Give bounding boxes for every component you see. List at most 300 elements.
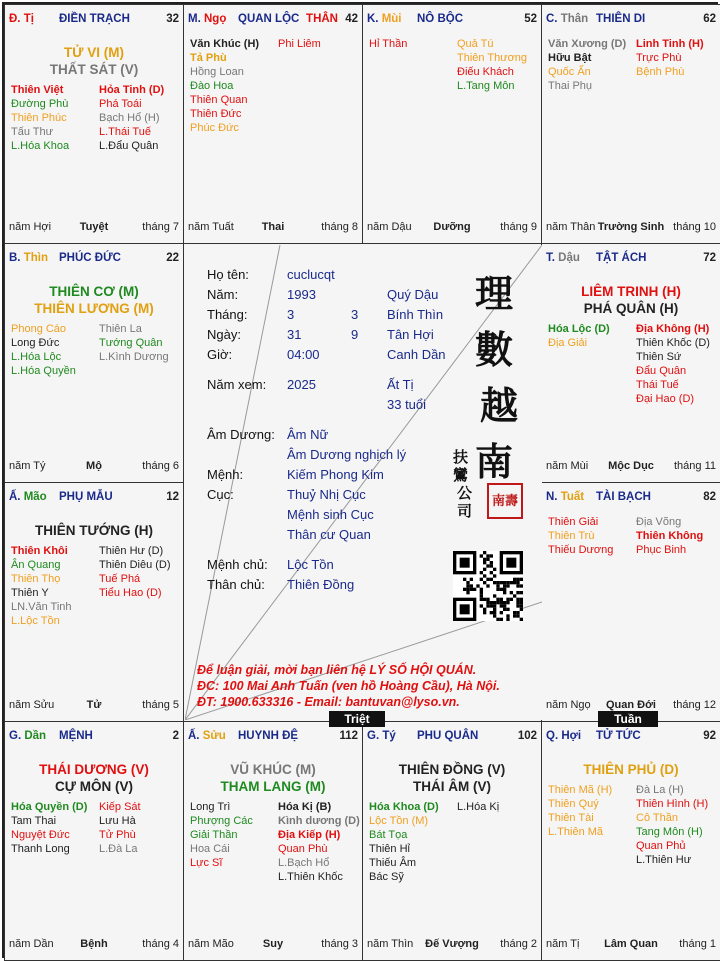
palace-month: tháng 11	[673, 460, 716, 472]
major-star: THIÊN CƠ (M)	[49, 284, 139, 299]
minor-star: Thiên Khốc (D)	[636, 337, 710, 349]
earthly-branch: Tị	[23, 13, 34, 25]
minor-star: Giải Thần	[190, 829, 238, 841]
palace-tai-bach[interactable]	[541, 482, 720, 722]
info-canchi: Quý Dậu	[387, 287, 439, 302]
minor-star: L.Hóa Lộc	[11, 351, 62, 363]
minor-star: L.Thiên Hư	[636, 854, 692, 866]
info-value: 1993	[287, 287, 316, 302]
than-chu-value: Thiên Đồng	[287, 577, 355, 592]
minor-stars-right	[99, 544, 171, 600]
info-label: Năm:	[207, 287, 239, 302]
palace-age-number: 112	[339, 730, 358, 742]
palace-header	[9, 730, 179, 746]
palace-name: PHỤ MẪU	[59, 491, 113, 503]
minor-star: Quan Phủ	[636, 840, 686, 852]
minor-star: Thiên Hình (H)	[636, 798, 709, 810]
minor-star: Thái Tuế	[636, 379, 679, 391]
palace-header	[546, 491, 716, 507]
minor-star: Tấu Thư	[11, 126, 54, 138]
cuc-label: Cục:	[207, 487, 234, 502]
palace-footer	[188, 938, 358, 952]
palace-name: TÀI BẠCH	[596, 491, 651, 503]
life-stage: Mộ	[86, 460, 102, 472]
palace-footer	[9, 460, 179, 474]
info-lunar-value: 9	[351, 327, 359, 342]
palace-phu-quan[interactable]	[362, 721, 542, 961]
minor-stars-right	[636, 322, 710, 406]
minor-star: L.Hóa Quyền	[11, 365, 76, 377]
palace-month: tháng 2	[500, 938, 537, 950]
earthly-branch: Tuất	[560, 491, 585, 503]
palace-phu-mau[interactable]	[4, 482, 184, 722]
palace-age-number: 52	[524, 13, 537, 25]
minor-stars-right	[457, 800, 499, 814]
palace-month: tháng 9	[500, 221, 537, 233]
minor-star: L.Tang Môn	[457, 80, 515, 92]
life-stage: Đế Vượng	[425, 938, 479, 950]
heavenly-stem: Ấ.	[188, 730, 200, 742]
minor-star: Đại Hao (D)	[636, 393, 695, 405]
palace-month: tháng 6	[142, 460, 179, 472]
life-stage: Dưỡng	[433, 221, 471, 233]
info-value: 04:00	[287, 347, 320, 362]
minor-star: Điếu Khách	[457, 66, 514, 78]
palace-footer	[9, 699, 179, 713]
palace-year: năm Thìn	[367, 938, 414, 950]
minor-star: Hóa Khoa (D)	[369, 801, 439, 813]
calligraphy-char: 南	[475, 439, 514, 484]
palace-thien-di[interactable]	[541, 4, 720, 244]
palace-year: năm Dậu	[367, 221, 412, 233]
menh-value: Kiếm Phong Kim	[287, 467, 384, 482]
minor-star: Hỉ Thần	[369, 38, 408, 50]
minor-star: Phong Cáo	[11, 323, 67, 335]
minor-star: Thiên Tài	[548, 812, 594, 824]
palace-header	[546, 13, 716, 29]
palace-footer	[188, 221, 358, 235]
palace-footer	[546, 221, 716, 235]
palace-menh[interactable]	[4, 721, 184, 961]
major-star: THIÊN ĐỒNG (V)	[398, 762, 506, 777]
minor-stars-right	[636, 515, 703, 557]
info-label: Giờ:	[207, 347, 233, 362]
info-value: 31	[287, 327, 302, 342]
minor-star: Thiên Việt	[11, 84, 64, 96]
palace-month: tháng 12	[673, 699, 716, 711]
minor-star: Phúc Đức	[190, 122, 239, 134]
heavenly-stem: B.	[9, 252, 21, 264]
palace-phuc-duc[interactable]	[4, 243, 184, 483]
minor-stars-right	[278, 37, 321, 51]
age-value: 33 tuổi	[387, 397, 427, 412]
earthly-branch: Thân	[560, 13, 589, 25]
am-duong-value: Âm Nữ	[287, 427, 329, 442]
palace-month: tháng 7	[142, 221, 179, 233]
palace-year: năm Tuất	[188, 221, 234, 233]
palace-year: năm Hợi	[9, 221, 52, 233]
info-canchi: Ất Tị	[387, 377, 414, 392]
palace-no-boc[interactable]	[362, 4, 542, 244]
minor-star: Thiên Quan	[190, 94, 248, 106]
palace-year: năm Sửu	[9, 699, 55, 711]
than-position: Thân cư Quan	[287, 527, 371, 542]
palace-age-number: 32	[166, 13, 179, 25]
palace-header	[546, 252, 716, 268]
palace-name: MỆNH	[59, 730, 93, 742]
minor-star: Phi Liêm	[278, 38, 321, 50]
heavenly-stem: C.	[546, 13, 558, 25]
minor-star: Cô Thần	[636, 812, 678, 824]
triet-marker: Triệt	[329, 711, 385, 727]
cuc-value: Thuỷ Nhị Cục	[287, 487, 366, 502]
minor-star: Thiên Quý	[548, 798, 599, 810]
am-duong-note: Âm Dương nghịch lý	[287, 447, 407, 462]
small-calligraphy-char: 公	[457, 484, 473, 502]
palace-month: tháng 8	[321, 221, 358, 233]
minor-star: Văn Xương (D)	[548, 38, 627, 50]
minor-stars-left	[369, 37, 407, 51]
minor-stars-left	[11, 544, 72, 628]
minor-star: L.Lộc Tồn	[11, 615, 60, 627]
am-duong-label: Âm Dương:	[207, 427, 275, 442]
minor-stars-left	[369, 800, 439, 884]
major-star: TỬ VI (M)	[64, 45, 124, 60]
info-label: Ngày:	[207, 327, 241, 342]
life-stage: Quan Đới	[606, 699, 656, 711]
minor-star: Tang Môn (H)	[636, 826, 703, 838]
minor-star: Bác Sỹ	[369, 871, 404, 883]
palace-age-number: 22	[166, 252, 179, 264]
palace-year: năm Mão	[188, 938, 234, 950]
minor-star: Thiên Không	[636, 530, 704, 542]
palace-age-number: 12	[166, 491, 179, 503]
palace-tat-ach[interactable]	[541, 243, 720, 483]
minor-star: Thanh Long	[11, 843, 70, 855]
info-canchi: Bính Thìn	[387, 307, 444, 322]
minor-star: Phượng Các	[190, 815, 253, 827]
palace-name: PHU QUÂN	[417, 730, 479, 742]
palace-year: năm Thân	[546, 221, 596, 233]
minor-star: Hỏa Tinh (D)	[99, 84, 165, 96]
palace-header	[9, 252, 179, 268]
palace-name: THIÊN DI	[596, 13, 646, 25]
minor-star: Văn Khúc (H)	[190, 38, 260, 50]
earthly-branch: Thìn	[23, 252, 48, 264]
major-star: CỰ MÔN (V)	[55, 779, 133, 794]
small-calligraphy-char: 司	[457, 502, 473, 520]
minor-star: L.Thiên Khốc	[278, 871, 343, 883]
major-star: THẤT SÁT (V)	[49, 62, 139, 77]
minor-star: Thiên Đức	[190, 108, 242, 120]
center-info-panel	[185, 245, 542, 720]
minor-star: L.Đà La	[99, 843, 138, 855]
minor-stars-right	[636, 37, 704, 79]
palace-header	[9, 491, 179, 507]
minor-star: L.Hóa Khoa	[11, 140, 70, 152]
earthly-branch: Ngọ	[203, 13, 227, 25]
palace-age-number: 82	[703, 491, 716, 503]
minor-star: Lực Sĩ	[190, 857, 223, 869]
minor-star: Thiên Trù	[548, 530, 595, 542]
heavenly-stem: T.	[546, 252, 555, 264]
minor-stars-left	[11, 322, 76, 378]
minor-star: L.Kình Dương	[99, 351, 169, 363]
minor-stars-left	[190, 37, 259, 135]
minor-star: L.Hóa Kị	[457, 801, 500, 813]
minor-star: Thiên Hỉ	[369, 843, 410, 855]
palace-age-number: 102	[517, 730, 537, 742]
major-star: THÁI ÂM (V)	[413, 779, 491, 794]
palace-name: QUAN LỘC	[238, 13, 300, 25]
contact-line: ĐC: 100 Mai Anh Tuấn (ven hồ Hoàng Cầu), Hà Nội.	[197, 679, 500, 693]
minor-stars-right	[457, 37, 527, 93]
major-star: THIÊN TƯỚNG (H)	[35, 523, 153, 538]
heavenly-stem: K.	[367, 13, 379, 25]
red-seal: 南壽	[487, 483, 523, 519]
palace-month: tháng 5	[142, 699, 179, 711]
minor-star: L.Thiên Mã	[548, 826, 604, 838]
minor-star: Hoa Cái	[190, 843, 230, 855]
major-star: VŨ KHÚC (M)	[230, 762, 316, 777]
minor-star: Địa Võng	[636, 516, 682, 528]
minor-star: Thiên Mã (H)	[548, 784, 613, 796]
minor-star: Kình dương (D)	[278, 815, 360, 827]
palace-name: TỬ TỨC	[596, 730, 641, 742]
life-stage: Tử	[86, 699, 102, 711]
menh-chu-label: Mệnh chủ:	[207, 557, 268, 572]
minor-star: Tam Thai	[11, 815, 57, 827]
minor-star: Hữu Bật	[548, 52, 592, 64]
minor-star: Phục Binh	[636, 544, 687, 556]
minor-star: Tiểu Hao (D)	[99, 587, 162, 599]
major-star: THIÊN LƯƠNG (M)	[34, 301, 154, 316]
earthly-branch: Hợi	[561, 730, 582, 742]
palace-age-number: 42	[345, 13, 358, 25]
palace-year: năm Tị	[546, 938, 580, 950]
palace-header	[546, 730, 716, 746]
small-calligraphy-char: 鸞	[453, 466, 469, 484]
palace-month: tháng 10	[673, 221, 716, 233]
palace-footer	[9, 221, 179, 235]
life-stage: Bệnh	[80, 938, 108, 950]
palace-footer	[546, 460, 716, 474]
palace-age-number: 72	[703, 252, 716, 264]
minor-star: Quan Phù	[278, 843, 328, 855]
minor-star: Thiếu Dương	[548, 544, 614, 556]
minor-star: Tướng Quân	[99, 337, 163, 349]
menh-chu-value: Lộc Tồn	[287, 557, 334, 572]
earthly-branch: Dậu	[558, 252, 580, 264]
heavenly-stem: G.	[367, 730, 380, 742]
minor-star: Thiên La	[99, 323, 142, 335]
palace-tu-tuc[interactable]	[541, 721, 720, 961]
palace-year: năm Dần	[9, 938, 54, 950]
major-star: THIÊN PHỦ (D)	[583, 762, 679, 777]
minor-star: Địa Giải	[548, 337, 588, 349]
palace-name: TẬT ÁCH	[596, 252, 647, 264]
minor-star: Thai Phụ	[548, 80, 593, 92]
minor-star: Thiên Khôi	[11, 545, 68, 557]
minor-star: L.Bạch Hổ	[278, 857, 330, 869]
palace-header	[9, 13, 179, 29]
minor-star: Tử Phù	[99, 829, 136, 841]
minor-stars-left	[548, 515, 613, 557]
minor-star: Kiếp Sát	[99, 801, 141, 813]
palace-header	[367, 730, 537, 746]
palace-age-number: 2	[172, 730, 179, 742]
life-stage: Trường Sinh	[597, 221, 665, 233]
palace-footer	[367, 938, 537, 952]
minor-star: Long Trì	[190, 801, 231, 813]
minor-stars-right	[636, 783, 708, 867]
minor-star: Địa Không (H)	[636, 323, 710, 335]
major-star: THAM LANG (M)	[220, 779, 326, 794]
calligraphy-char: 理	[475, 271, 514, 316]
heavenly-stem: N.	[546, 491, 558, 503]
info-lunar-value: 3	[351, 307, 359, 322]
minor-star: Tuế Phá	[99, 573, 141, 585]
info-canchi: Tân Hợi	[387, 327, 434, 342]
palace-header	[188, 730, 358, 746]
minor-stars-left	[190, 800, 253, 870]
minor-star: Thiên Thương	[457, 52, 528, 64]
minor-star: Lưu Hà	[99, 815, 136, 827]
minor-star: Hóa Quyền (D)	[11, 801, 88, 813]
minor-star: Đường Phù	[11, 98, 69, 110]
palace-age-number: 92	[703, 730, 716, 742]
minor-star: Linh Tinh (H)	[636, 38, 704, 50]
minor-stars-left	[11, 83, 69, 153]
life-stage: Suy	[262, 938, 284, 950]
palace-name: PHÚC ĐỨC	[59, 252, 121, 264]
heavenly-stem: M.	[188, 13, 201, 25]
calligraphy-char: 越	[480, 383, 519, 428]
palace-footer	[9, 938, 179, 952]
minor-star: Đào Hoa	[190, 80, 234, 92]
minor-stars-left	[548, 783, 612, 839]
life-stage: Tuyệt	[79, 221, 109, 233]
minor-star: Đẩu Quân	[636, 365, 687, 377]
palace-huynh-de[interactable]	[183, 721, 363, 961]
palace-header	[367, 13, 537, 29]
palace-header	[188, 13, 358, 29]
palace-month: tháng 4	[142, 938, 179, 950]
minor-star: Phá Toái	[99, 98, 142, 110]
minor-stars-right	[99, 83, 164, 153]
minor-stars-right	[99, 800, 141, 856]
palace-year: năm Ngọ	[546, 699, 591, 711]
minor-star: Thiên Thọ	[11, 573, 61, 585]
minor-star: Bạch Hổ (H)	[99, 112, 160, 124]
palace-footer	[367, 221, 537, 235]
earthly-branch: Mùi	[381, 13, 402, 25]
minor-star: LN.Văn Tinh	[11, 601, 72, 613]
info-value: 2025	[287, 377, 316, 392]
minor-star: Thiên Y	[11, 587, 49, 599]
minor-stars-left	[548, 322, 610, 350]
calligraphy-char: 數	[475, 327, 514, 372]
palace-quan-loc[interactable]	[183, 4, 363, 244]
minor-star: Tả Phù	[190, 52, 227, 64]
heavenly-stem: Ấ.	[9, 491, 21, 503]
earthly-branch: Tý	[382, 730, 396, 742]
minor-star: Long Đức	[11, 337, 60, 349]
tuan-marker: Tuần	[598, 711, 658, 727]
info-canchi: Canh Dần	[387, 347, 446, 362]
palace-age-number: 62	[703, 13, 716, 25]
minor-star: Bát Tọa	[369, 829, 408, 841]
minor-star: Thiên Diêu (D)	[99, 559, 171, 571]
minor-star: Thiên Hư (D)	[99, 545, 164, 557]
qr-code[interactable]	[453, 551, 523, 621]
earthly-branch: Mão	[23, 491, 47, 503]
palace-footer	[546, 938, 716, 952]
heavenly-stem: Q.	[546, 730, 559, 742]
info-label: Năm xem:	[207, 377, 267, 392]
minor-star: Bệnh Phù	[636, 66, 685, 78]
minor-star: Lộc Tồn (M)	[369, 815, 429, 827]
minor-star: Hồng Loan	[190, 66, 244, 78]
palace-name: HUYNH ĐỆ	[238, 730, 299, 742]
minor-stars-left	[548, 37, 626, 93]
earthly-branch: Dần	[24, 730, 47, 742]
info-value: cuclucqt	[287, 267, 335, 282]
heavenly-stem: Đ.	[9, 13, 21, 25]
than-chu-label: Thân chủ:	[207, 577, 265, 592]
menh-label: Mệnh:	[207, 467, 244, 482]
life-stage: Mộc Dục	[608, 460, 654, 472]
info-value: 3	[287, 307, 295, 322]
minor-star: Thiếu Âm	[369, 857, 417, 869]
minor-star: L.Thái Tuế	[99, 126, 151, 138]
minor-star: L.Đẩu Quân	[99, 140, 159, 152]
major-star: LIÊM TRINH (H)	[581, 284, 681, 299]
small-calligraphy-char: 扶	[453, 448, 469, 466]
info-label: Họ tên:	[207, 267, 249, 282]
minor-star: Thiên Giải	[548, 516, 599, 528]
life-stage: Thai	[261, 221, 285, 233]
info-label: Tháng:	[207, 307, 248, 322]
palace-dien-trach[interactable]	[4, 4, 184, 244]
palace-month: tháng 3	[321, 938, 358, 950]
minor-star: Nguyệt Đức	[11, 829, 70, 841]
palace-name: ĐIỀN TRẠCH	[59, 13, 130, 25]
minor-star: Trực Phù	[636, 52, 682, 64]
palace-month: tháng 1	[679, 938, 716, 950]
contact-line: ĐT: 1900.633316 - Email: bantuvan@lyso.vn.	[197, 695, 460, 709]
major-star: PHÁ QUÂN (H)	[583, 301, 679, 316]
minor-star: Đà La (H)	[636, 784, 684, 796]
major-star: THÁI DƯƠNG (V)	[39, 762, 149, 777]
palace-name: NÔ BỘC	[417, 13, 463, 25]
earthly-branch: Sửu	[202, 730, 226, 742]
minor-star: Hóa Lộc (D)	[548, 323, 610, 335]
contact-line: Để luận giải, mời bạn liên hệ LÝ SỐ HỘI QUÁN.	[197, 663, 477, 677]
minor-stars-right	[278, 800, 360, 884]
heavenly-stem: G.	[9, 730, 22, 742]
minor-star: Hóa Kị (B)	[278, 801, 332, 813]
minor-star: Ân Quang	[11, 559, 61, 571]
tuvi-chart	[2, 2, 718, 958]
minor-stars-right	[99, 322, 169, 364]
minor-stars-left	[11, 800, 87, 856]
than-marker: THÂN	[306, 13, 338, 25]
minor-star: Quả Tú	[457, 38, 494, 50]
minor-star: Quốc Ấn	[548, 66, 591, 78]
palace-year: năm Mùi	[546, 460, 589, 472]
minor-star: Thiên Phúc	[11, 112, 67, 124]
